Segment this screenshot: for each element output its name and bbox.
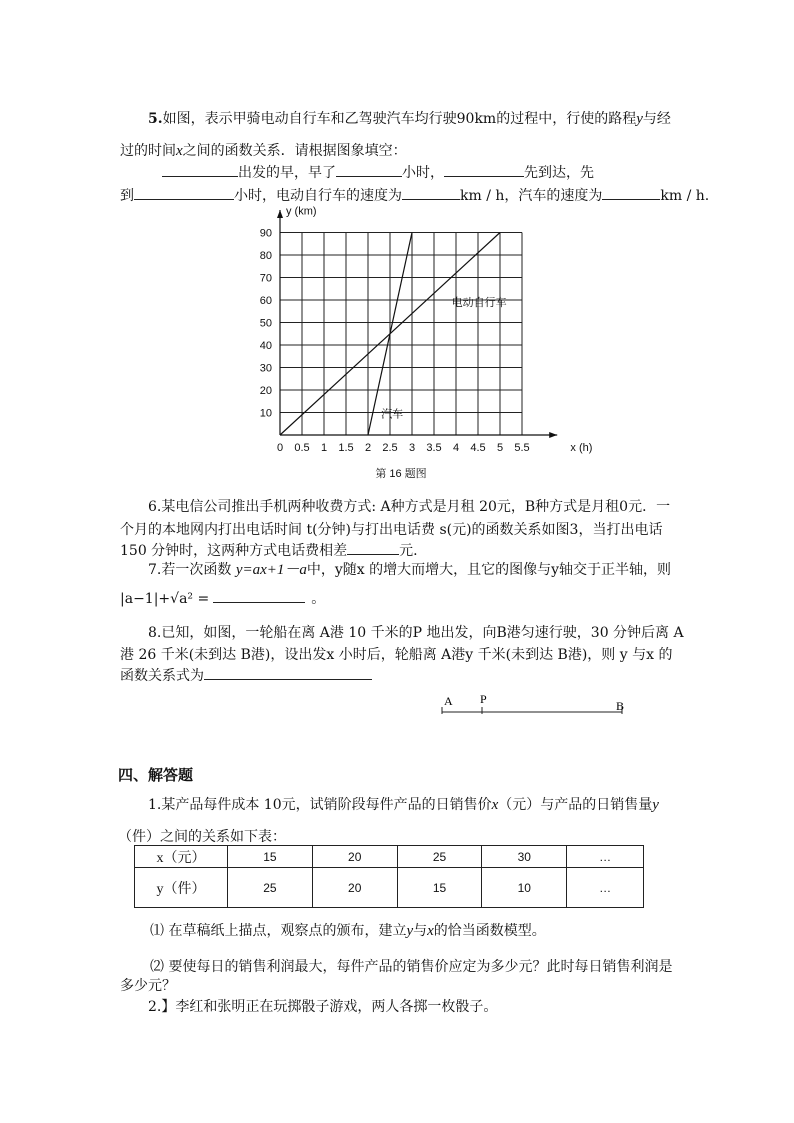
table-cell: 15	[397, 868, 482, 908]
q6-line2: 个月的本地网内打出电话时间 t(分钟)与打出电话费 s(元)的函数关系如图3，当打出电话	[120, 522, 663, 538]
y-tick-label: 30	[259, 362, 272, 375]
q5-line1: 5.如图，表示甲骑电动自行车和乙驾驶汽车均行驶90km的过程中，行使的路程y与经	[148, 111, 671, 127]
x-tick-label: 1.5	[338, 442, 354, 454]
x-tick-label: 5	[496, 442, 504, 454]
label-p: P	[480, 692, 487, 706]
y-axis-label: y (km)	[286, 205, 317, 218]
q6-line3: 150 分钟时，这两种方式电话费相差 元.	[120, 543, 418, 559]
x-tick-label: 2	[364, 442, 372, 454]
x-tick-label: 3	[408, 442, 416, 454]
q5-label: 5.	[148, 111, 163, 127]
q6-line1: 6.某电信公司推出手机两种收费方式: A种方式是月租 20元，B种方式是月租0元．一	[148, 499, 671, 515]
x-axis-arrow	[549, 432, 557, 438]
table-cell: 25	[228, 868, 313, 908]
q8-line2: 港 26 千米(未到达 B港)，设出发x 小时后，轮船离 A港y 千米(未到达 B港)，则 y 与x 的	[120, 647, 673, 663]
y-tick-label: 10	[259, 407, 272, 420]
q8-line3: 函数关系式为	[120, 665, 372, 685]
x-tick-label: 0.5	[294, 442, 310, 454]
x-tick-label: 3.5	[426, 442, 442, 454]
x-tick-label: 4	[452, 442, 460, 454]
q5-line3: 出发的早，早了 小时， 先到达，先	[162, 162, 594, 182]
y-axis-arrow	[277, 210, 283, 218]
q7-line2: |a−1|+√a² = 。	[120, 591, 326, 607]
s4-sub2-line2: 多少元？	[120, 978, 176, 994]
x-tick-label: 5.5	[514, 442, 530, 454]
table-cell: 15	[228, 846, 313, 868]
x-tick-label: 0	[276, 442, 284, 454]
table-head: y（件）	[135, 868, 228, 908]
distance-time-chart	[250, 205, 610, 495]
x-tick-label: 2.5	[382, 442, 398, 454]
answer-blank[interactable]	[213, 590, 305, 603]
answer-blank[interactable]	[162, 164, 238, 177]
y-tick-label: 50	[259, 317, 272, 330]
table-head: x（元）	[135, 846, 228, 868]
s4-q1-line2: （件）之间的关系如下表：	[118, 829, 286, 845]
x-tick-label: 4.5	[470, 442, 486, 454]
x-axis-label: x (h)	[570, 442, 593, 454]
table-row	[135, 846, 644, 868]
answer-blank[interactable]	[402, 187, 460, 200]
table-cell: 30	[482, 846, 567, 868]
table-cell: …	[567, 868, 644, 908]
table-cell: 20	[312, 846, 397, 868]
y-tick-label: 40	[259, 340, 272, 352]
y-tick-label: 70	[259, 272, 272, 285]
answer-blank[interactable]	[204, 667, 372, 680]
port-line-diagram	[436, 690, 636, 720]
y-tick-label: 90	[259, 227, 272, 240]
answer-blank[interactable]	[444, 164, 524, 177]
series-label-car: 汽车	[381, 408, 404, 421]
y-tick-label: 80	[259, 250, 272, 262]
s4-sub2-line1: ⑵ 要使每日的销售利润最大，每件产品的销售价应定为多少元？此时每日销售利润是	[150, 959, 673, 975]
y-tick-label: 20	[259, 385, 272, 397]
s4-q2: 2.】李红和张明正在玩掷骰子游戏，两人各掷一枚骰子。	[148, 999, 498, 1015]
table-cell: …	[567, 846, 644, 868]
table-cell: 20	[312, 868, 397, 908]
label-a: A	[444, 694, 453, 708]
x-tick-label: 1	[320, 442, 328, 454]
chart-axes	[277, 210, 557, 438]
chart-labels	[260, 206, 593, 481]
s4-q1-line1: 1.某产品每件成本 10元，试销阶段每件产品的日销售价x（元）与产品的日销售量y	[148, 797, 659, 813]
q5-line2: 过的时间x之间的函数关系．请根据图象填空：	[120, 143, 407, 159]
q8-line1: 8.已知，如图，一轮船在离 A港 10 千米的P 地出发，向B港匀速行驶，30 分钟后离 A	[148, 625, 684, 641]
chart-title: 第 16 题图	[375, 468, 427, 480]
answer-blank[interactable]	[347, 542, 399, 555]
table-cell: 10	[482, 868, 567, 908]
y-tick-label: 60	[259, 295, 272, 307]
label-b: B	[616, 699, 625, 713]
table-cell: 25	[397, 846, 482, 868]
answer-blank[interactable]	[602, 187, 660, 200]
chart-grid	[280, 233, 522, 436]
q7-line1: 7.若一次函数 y=ax+1－a中，y随x 的增大而增大，且它的图像与y轴交于正半轴，则	[148, 562, 672, 578]
answer-blank[interactable]	[134, 187, 234, 200]
series-label-bike: 电动自行车	[451, 297, 507, 309]
q5-line4: 到 小时，电动自行车的速度为 km / h，汽车的速度为 km / h.	[120, 188, 710, 204]
section-heading: 四、解答题	[118, 766, 194, 784]
price-sales-table	[134, 845, 644, 908]
s4-sub1: ⑴ 在草稿纸上描点，观察点的颁布，建立y与x的恰当函数模型。	[150, 923, 546, 939]
answer-blank[interactable]	[336, 164, 402, 177]
table-row	[135, 868, 644, 908]
